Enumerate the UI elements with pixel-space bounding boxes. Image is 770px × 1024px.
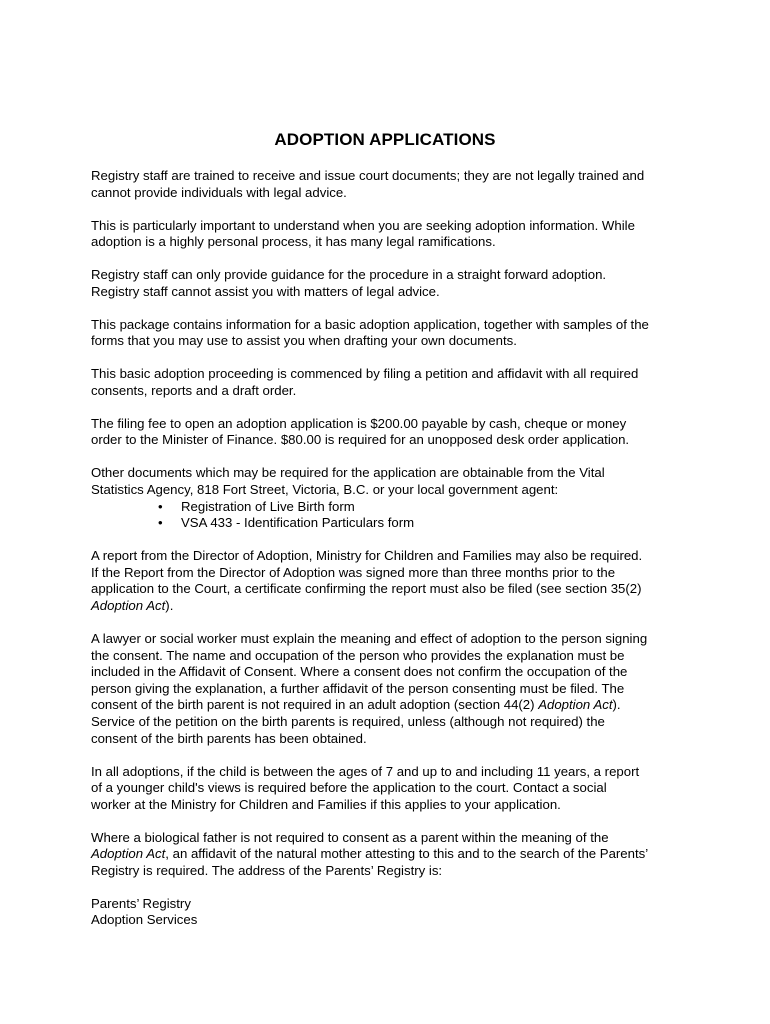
paragraph-registry-guidance — [91, 267, 691, 300]
paragraph-director-report — [91, 548, 691, 614]
paragraph-line: Registry staff cannot assist you with matters of legal advice. — [91, 283, 440, 299]
paragraph-biological-father — [91, 830, 691, 880]
paragraph-line: If the Report from the Director of Adoption was signed more than three months prior to the — [91, 564, 616, 580]
document-body — [91, 168, 691, 929]
paragraph-line — [91, 846, 691, 863]
list-item-label: Registration of Live Birth form — [181, 498, 355, 514]
paragraph-adoption-information — [91, 218, 691, 251]
paragraph-child-views — [91, 764, 691, 814]
paragraph-line: consents, reports and a draft order. — [91, 382, 297, 398]
paragraph-line: adoption is a highly personal process, it has many legal ramifications. — [91, 234, 496, 250]
paragraph-line — [91, 598, 691, 615]
paragraph-package-contents — [91, 317, 691, 350]
paragraph-line: In all adoptions, if the child is between the ages of 7 and up to and including 11 years, a report — [91, 763, 640, 779]
paragraph-line: included in the Affidavit of Consent. Where a consent does not confirm the occupation of the — [91, 664, 628, 680]
address-line: Adoption Services — [91, 912, 198, 928]
paragraph-line: A lawyer or social worker must explain the meaning and effect of adoption to the person signing — [91, 631, 648, 646]
paragraph-line: Other documents which may be required for the application are obtainable from the Vital — [91, 465, 605, 481]
paragraph-proceeding — [91, 366, 691, 399]
paragraph-line: A report from the Director of Adoption, Ministry for Children and Families may also be required. — [91, 548, 643, 564]
bullet-icon: • — [158, 515, 163, 531]
paragraph-line: The filing fee to open an adoption application is $200.00 payable by cash, cheque or money — [91, 415, 627, 431]
list-item-label: VSA 433 - Identification Particulars form — [181, 515, 415, 531]
paragraph-line: the consent. The name and occupation of the person who provides the explanation must be — [91, 647, 625, 663]
paragraph-line: This is particularly important to understand when you are seeking adoption information. While — [91, 217, 635, 233]
list-item — [91, 499, 691, 516]
paragraph-line: order to the Minister of Finance. $80.00 is required for an unopposed desk order application. — [91, 432, 630, 448]
address-line: Parents’ Registry — [91, 895, 191, 911]
paragraph-line: This basic adoption proceeding is commenced by filing a petition and affidavit with all required — [91, 366, 639, 382]
paragraph-line: worker at the Ministry for Children and Families if this applies to your application. — [91, 796, 561, 812]
text-run: , an affidavit of the natural mother attesting to this and to the search of the Parents’ — [165, 846, 649, 862]
paragraph-consent-explanation — [91, 631, 691, 747]
paragraph-line: forms that you may use to assist you when drafting your own documents. — [91, 333, 517, 349]
list-item — [91, 515, 691, 532]
paragraph-line: Statistics Agency, 818 Fort Street, Victoria, B.C. or your local government agent: — [91, 482, 559, 498]
act-citation: Adoption Act — [538, 697, 613, 713]
paragraph-line: Registry staff are trained to receive and issue court documents; they are not legally trained and — [91, 168, 645, 183]
required-forms-list — [91, 499, 691, 532]
paragraph-filing-fee — [91, 416, 691, 449]
paragraph-line: cannot provide individuals with legal advice. — [91, 184, 347, 200]
paragraph-line: Registry staff can only provide guidance for the procedure in a straight forward adoption. — [91, 267, 607, 283]
paragraph-line: Registry is required. The address of the Parents’ Registry is: — [91, 862, 443, 878]
registry-address — [91, 896, 691, 929]
page-title: ADOPTION APPLICATIONS — [274, 130, 496, 149]
paragraph-line: application to the Court, a certificate confirming the report must also be filed (see section 35(2) — [91, 581, 642, 597]
paragraph-legal-advice — [91, 168, 691, 201]
bullet-icon: • — [158, 498, 163, 514]
paragraph-line: This package contains information for a basic adoption application, together with samples of the — [91, 316, 649, 332]
text-run: consent of the birth parent is not required in an adult adoption (section 44(2) — [91, 697, 539, 713]
act-citation: Adoption Act — [91, 598, 166, 614]
paragraph-line: Service of the petition on the birth parents is required, unless (although not required) the — [91, 713, 605, 729]
text-run: ). — [165, 598, 174, 614]
paragraph-line: person giving the explanation, a further affidavit of the person consenting must be filed. The — [91, 680, 625, 696]
paragraph-line: Where a biological father is not required to consent as a parent within the meaning of the — [91, 829, 609, 845]
text-run: ). — [612, 697, 621, 713]
act-citation: Adoption Act — [91, 846, 166, 862]
paragraph-other-documents — [91, 465, 691, 531]
paragraph-line: of a younger child's views is required before the application to the court. Contact a social — [91, 780, 607, 796]
paragraph-line: consent of the birth parents has been obtained. — [91, 730, 367, 746]
paragraph-line — [91, 697, 691, 714]
